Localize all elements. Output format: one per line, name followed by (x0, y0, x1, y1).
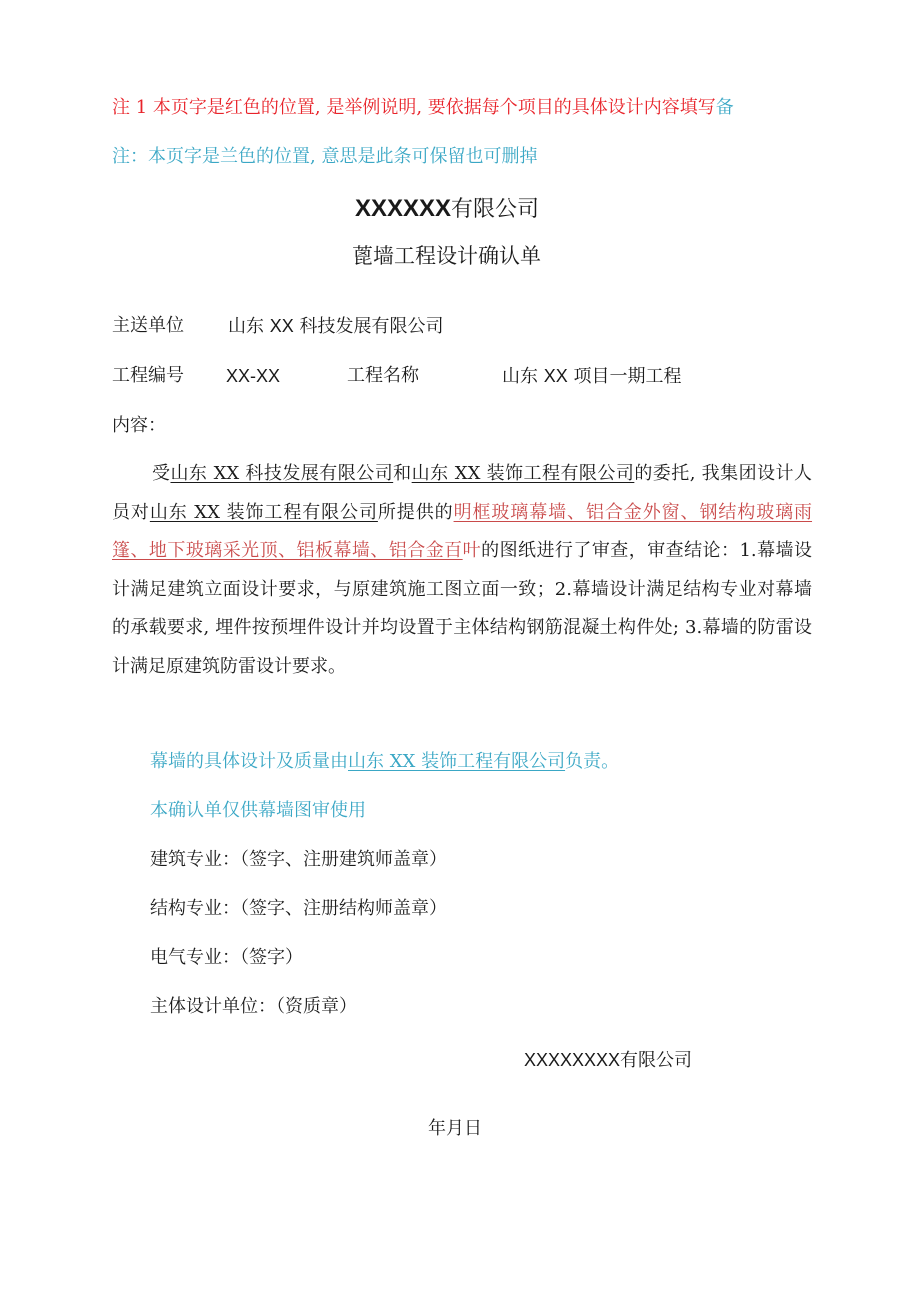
signature-structure: 结构专业：（签字、注册结构师盖章） (150, 898, 447, 919)
body-paragraph (112, 455, 812, 686)
footer-date: 年月日 (428, 1118, 482, 1139)
red-note-tail: 备 (715, 97, 734, 118)
body-p3: 和 (393, 463, 412, 484)
project-name-value-a: 山东 (502, 366, 544, 387)
signature-main-unit: 主体设计单位：（资质章） (150, 996, 357, 1017)
company-title (355, 194, 539, 224)
responsibility-line (150, 750, 619, 774)
signature-electrical: 电气专业：（签字） (150, 947, 303, 968)
blue-note: 注：本页字是兰色的位置, 意思是此条可保留也可删掉 (112, 146, 538, 167)
body-p1: 受 (152, 463, 171, 484)
usage-note: 本确认单仅供幕墙图审使用 (150, 800, 366, 821)
body-p5: 的委托, 我集团设计人员对 (112, 463, 813, 523)
footer-company-prefix: XXXXXXXX (524, 1050, 621, 1070)
sender-value-a: 山东 (228, 316, 270, 337)
project-no-label: 工程编号 (112, 365, 184, 386)
project-name-value-b: XX (543, 366, 568, 386)
signature-architecture: 建筑专业：（签字、注册建筑师盖章） (150, 849, 447, 870)
company-title-prefix: XXXXXX (355, 195, 452, 222)
body-scope-tail: 叶 (462, 540, 482, 561)
project-name-label: 工程名称 (347, 365, 419, 386)
red-note (112, 96, 734, 120)
body-contractor: 山东 XX 装饰工程有限公司 (411, 463, 635, 484)
sender-value-b: XX (269, 316, 294, 336)
responsibility-c: 负责。 (565, 751, 620, 772)
project-name-value (502, 364, 681, 389)
document-title: 蓖墙工程设计确认单 (352, 244, 541, 268)
company-title-suffix: 有限公司 (451, 197, 540, 222)
project-no-value: XX-XX (226, 366, 281, 386)
body-conclusion: 的图纸进行了审查，审查结论：1.幕墙设计满足建筑立面设计要求，与原建筑施工图立面一致；2.幕墙设计满足结构专业对幕墙的承载要求, 埋件按预埋件设计并均设置于主体结构钢筋混凝土构件处; 3.幕墙的防雷设计满足原建筑防雷设计要求。 (112, 540, 813, 677)
content-label: 内容： (112, 415, 166, 436)
body-contractor-2: 山东 XX 装饰工程有限公司 (149, 501, 378, 523)
red-note-text: 注 1 本页字是红色的位置, 是举例说明, 要依据每个项目的具体设计内容填写 (112, 97, 716, 118)
sender-value-c: 科技发展有限公司 (293, 316, 444, 337)
footer-company (524, 1048, 692, 1073)
body-client: 山东 XX 科技发展有限公司 (170, 463, 394, 484)
sender-value (228, 314, 443, 339)
body-p7: 所提供的 (377, 501, 454, 523)
body-scope: 明框玻璃幕墙、铝合金外窗、钢结构玻璃雨篷、地下玻璃采光顶、铝板幕墙、铝合金百 (112, 501, 813, 561)
responsibility-a: 幕墙的具体设计及质量由 (150, 751, 348, 772)
footer-company-suffix: 有限公司 (620, 1050, 693, 1071)
responsibility-company: 山东 XX 装饰工程有限公司 (348, 751, 566, 772)
project-name-value-c: 项目一期工程 (567, 366, 682, 387)
sender-label: 主送单位 (112, 315, 184, 336)
